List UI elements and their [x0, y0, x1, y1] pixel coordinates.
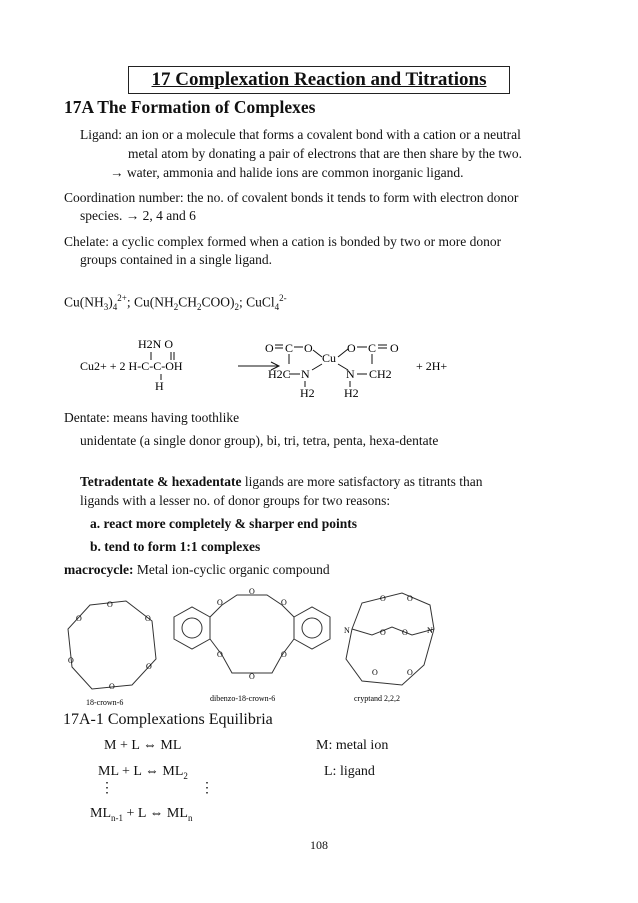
- ligand-examples: → water, ammonia and halide ions are common inorganic ligand.: [110, 165, 464, 180]
- product-cu: Cu: [322, 351, 337, 365]
- dibenzo-o-lr: O: [281, 650, 287, 659]
- page-number: 108: [310, 838, 328, 852]
- crown-o-ur: O: [145, 614, 151, 623]
- section-heading-17a1: 17A-1 Complexations Equilibria: [63, 711, 273, 728]
- reason-a: a. react more completely & sharper end points: [90, 516, 357, 531]
- reactant-h: H: [155, 379, 164, 393]
- ligand-note: L: ligand: [324, 764, 375, 779]
- tetradentate-line1: Tetradentate & hexadentate ligands are more satisfactory as titrants than: [80, 474, 483, 489]
- product-plus-h: + 2H+: [416, 359, 448, 373]
- macrocycle-structures: [62, 585, 442, 713]
- product-ch2: CH2: [369, 367, 392, 381]
- equilibrium-1: M + L ⇔ ML: [104, 738, 182, 753]
- vertical-dots-right: ⋮: [200, 781, 214, 796]
- reactant-left: Cu2+ + 2 H-C-C-OH: [80, 359, 183, 373]
- cryptand-o4: O: [402, 628, 408, 637]
- equilibrium-n: $ML_{n-1} + L$ ⇔ $ML_n$: [90, 806, 193, 823]
- metal-ion-note: M: metal ion: [316, 738, 389, 753]
- product-o4: O: [390, 341, 399, 355]
- dibenzo-o-ul: O: [217, 598, 223, 607]
- cryptand-o5: O: [372, 668, 378, 677]
- chelate-def-line2: groups contained in a single ligand.: [80, 252, 272, 267]
- cryptand-o1: O: [380, 594, 386, 603]
- tetradentate-line2: ligands with a lesser no. of donor groups for two reasons:: [80, 493, 391, 508]
- dibenzo-o-top: O: [249, 587, 255, 596]
- crown-o-ll: O: [68, 656, 74, 665]
- cryptand-structure: [344, 593, 434, 703]
- cryptand-n-right: N: [427, 626, 433, 635]
- reason-b: b. tend to form 1:1 complexes: [90, 539, 261, 554]
- ligand-def-line1: Ligand: an ion or a molecule that forms a covalent bond with a cation or a neutral: [80, 127, 521, 142]
- product-o1: O: [265, 341, 274, 355]
- dibenzo-o-ur: O: [281, 598, 287, 607]
- section-heading-17a: 17A The Formation of Complexes: [64, 97, 316, 117]
- dibenzo-label: dibenzo-18-crown-6: [210, 694, 276, 703]
- vertical-dots-left: ⋮: [100, 781, 114, 796]
- complex-formulas: $Cu(NH_3)_4^{2+}$; $Cu(NH_2CH_2COO)_2$; CuCl$_4^{2-}$: [64, 293, 287, 313]
- glycine-chelation-reaction: [60, 330, 520, 402]
- dibenzo-o-bottom: O: [249, 672, 255, 681]
- cryptand-label: cryptand 2,2,2: [354, 694, 400, 703]
- macrocycle-def: macrocycle: Metal ion-cyclic organic compound: [64, 562, 330, 577]
- product-c1: C: [285, 341, 294, 355]
- crown-label: 18-crown-6: [86, 698, 124, 707]
- dibenzo-o-ll: O: [217, 650, 223, 659]
- chelate-def-line1: Chelate: a cyclic complex formed when a cation is bonded by two or more donor: [64, 234, 502, 249]
- crown-o-lr: O: [146, 662, 152, 671]
- dentate-types: unidentate (a single donor group), bi, tri, tetra, penta, hexa-dentate: [80, 433, 439, 448]
- crown-o-ul: O: [76, 614, 82, 623]
- coordination-def-line2: species. → 2, 4 and 6: [80, 208, 196, 223]
- page-title: 17 Complexation Reaction and Titrations: [128, 66, 510, 94]
- cryptand-o3: O: [380, 628, 386, 637]
- product-h2b: H2: [344, 386, 359, 400]
- dentate-def: Dentate: means having toothlike: [64, 410, 240, 425]
- 18-crown-6-structure: [68, 600, 156, 707]
- ligand-def-line2: metal atom by donating a pair of electrons that are then share by the two.: [128, 146, 522, 161]
- cryptand-n-left: N: [344, 626, 350, 635]
- reactant-h2n-o: H2N O: [138, 337, 173, 351]
- cryptand-o6: O: [407, 668, 413, 677]
- crown-o-bottom: O: [109, 682, 115, 691]
- equilibrium-2: ML + L ⇔ $ML_2$: [98, 764, 188, 781]
- product-h2a: H2: [300, 386, 315, 400]
- product-c2: C: [368, 341, 377, 355]
- coordination-def-line1: Coordination number: the no. of covalent bonds it tends to form with electron donor: [64, 190, 519, 205]
- product-n2: N: [346, 367, 355, 381]
- crown-o-top: O: [107, 600, 113, 609]
- cryptand-o2: O: [407, 594, 413, 603]
- product-n1: N: [301, 367, 310, 381]
- product-o3: O: [347, 341, 356, 355]
- dibenzo-18-crown-6-structure: [174, 587, 330, 703]
- product-h2c: H2C: [268, 367, 291, 381]
- product-o2: O: [304, 341, 313, 355]
